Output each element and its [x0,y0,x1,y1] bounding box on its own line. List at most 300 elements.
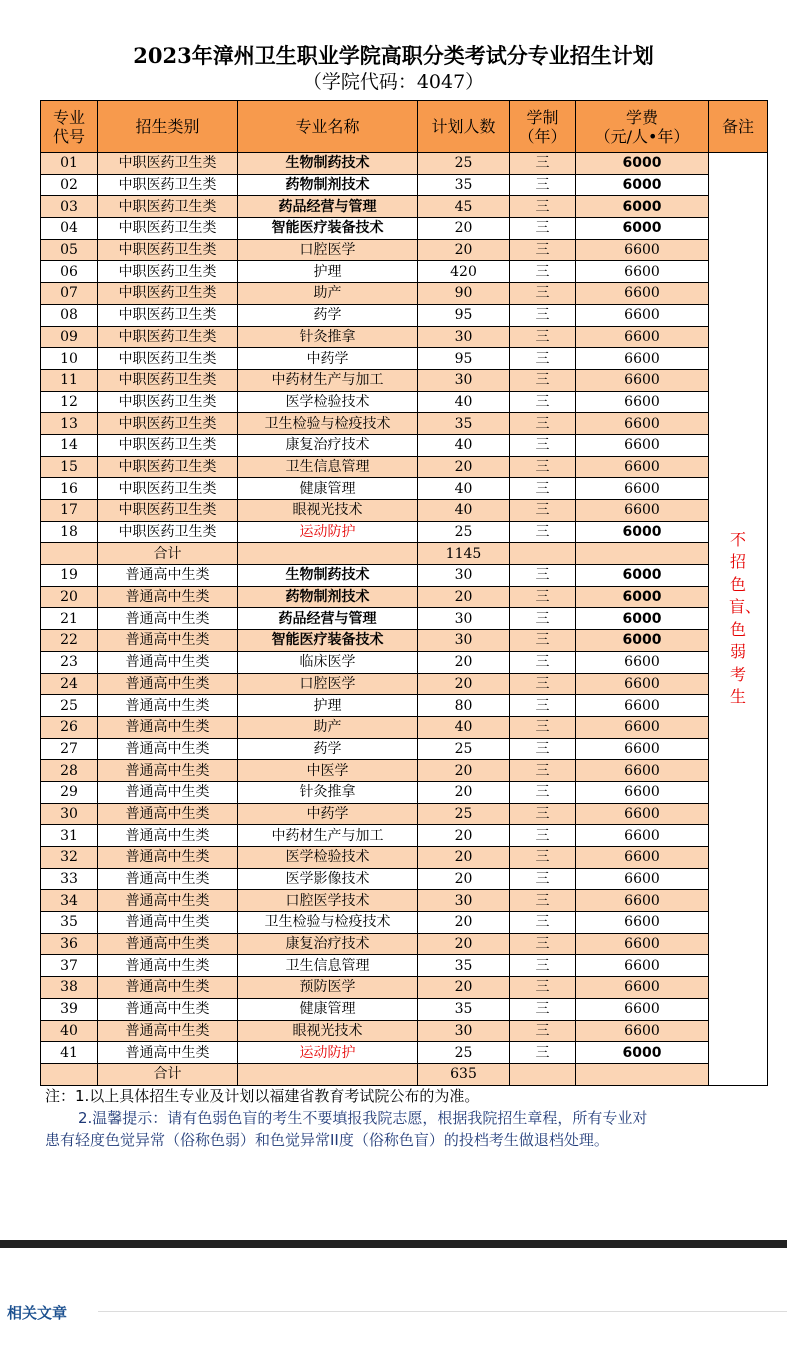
cell-major: 针灸推拿 [238,781,418,803]
cell-years [510,543,576,565]
cell-major: 卫生信息管理 [238,955,418,977]
cell-fee: 6600 [576,304,709,326]
cell-count: 20 [418,586,510,608]
note-line-1: 注：1.以上具体招生专业及计划以福建省教育考试院公布的为准。 [45,1087,480,1105]
cell-fee: 6000 [576,153,709,175]
cell-count: 20 [418,673,510,695]
cell-code: 20 [41,586,98,608]
cell-code: 39 [41,998,98,1020]
cell-years: 三 [510,955,576,977]
cell-years: 三 [510,196,576,218]
total-count: 1145 [418,543,510,565]
cell-count: 25 [418,738,510,760]
total-label: 合计 [98,1063,238,1085]
cell-category: 中职医药卫生类 [98,456,238,478]
cell-major: 医学检验技术 [238,847,418,869]
cell-fee: 6600 [576,868,709,890]
cell-fee [576,1063,709,1085]
cell-category: 中职医药卫生类 [98,326,238,348]
table-header-row [41,101,768,153]
cell-years: 三 [510,977,576,999]
cell-major: 针灸推拿 [238,326,418,348]
cell-code: 02 [41,174,98,196]
table-row [41,174,768,196]
table-row [41,586,768,608]
cell-count: 20 [418,781,510,803]
header-years: 学制 （年） [510,101,576,153]
table-row [41,651,768,673]
cell-category: 普通高中生类 [98,781,238,803]
cell-category: 普通高中生类 [98,868,238,890]
table-row [41,847,768,869]
cell-fee: 6600 [576,651,709,673]
cell-years: 三 [510,521,576,543]
cell-years: 三 [510,413,576,435]
cell-major: 中药材生产与加工 [238,825,418,847]
cell-category: 普通高中生类 [98,586,238,608]
cell-code [41,543,98,565]
cell-years: 三 [510,239,576,261]
cell-years: 三 [510,586,576,608]
cell-count: 20 [418,760,510,782]
cell-count: 20 [418,912,510,934]
cell-code: 37 [41,955,98,977]
cell-fee: 6600 [576,825,709,847]
cell-major: 卫生检验与检疫技术 [238,912,418,934]
cell-category: 中职医药卫生类 [98,239,238,261]
cell-fee: 6600 [576,261,709,283]
related-articles-title[interactable]: 相关文章 [7,1304,68,1322]
cell-code: 15 [41,456,98,478]
table-row [41,196,768,218]
cell-code: 41 [41,1042,98,1064]
cell-major: 助产 [238,716,418,738]
header-count: 计划人数 [418,101,510,153]
cell-code: 36 [41,933,98,955]
cell-years: 三 [510,760,576,782]
cell-major: 药品经营与管理 [238,196,418,218]
cell-major: 生物制药技术 [238,153,418,175]
cell-major: 预防医学 [238,977,418,999]
cell-code: 17 [41,500,98,522]
table-row [41,434,768,456]
cell-fee: 6600 [576,673,709,695]
cell-code: 11 [41,369,98,391]
cell-years: 三 [510,781,576,803]
cell-code: 14 [41,434,98,456]
cell-fee: 6600 [576,738,709,760]
cell-major: 中药学 [238,348,418,370]
cell-years: 三 [510,478,576,500]
cell-category: 普通高中生类 [98,890,238,912]
cell-major: 健康管理 [238,478,418,500]
cell-major: 临床医学 [238,651,418,673]
cell-code: 03 [41,196,98,218]
cell-fee: 6600 [576,977,709,999]
related-divider-line [98,1311,787,1312]
cell-years: 三 [510,456,576,478]
cell-years: 三 [510,153,576,175]
cell-code: 13 [41,413,98,435]
cell-count: 30 [418,608,510,630]
table-row [41,998,768,1020]
table-row [41,890,768,912]
table-row [41,326,768,348]
cell-count: 20 [418,933,510,955]
cell-category: 中职医药卫生类 [98,304,238,326]
cell-category: 中职医药卫生类 [98,283,238,305]
table-row [41,261,768,283]
table-row [41,218,768,240]
cell-fee: 6000 [576,565,709,587]
cell-fee: 6600 [576,283,709,305]
cell-major: 口腔医学技术 [238,890,418,912]
cell-count: 80 [418,695,510,717]
header-remark: 备注 [709,101,768,153]
cell-fee: 6600 [576,239,709,261]
cell-fee: 6600 [576,998,709,1020]
cell-count: 40 [418,500,510,522]
table-row [41,521,768,543]
cell-years: 三 [510,933,576,955]
cell-major: 眼视光技术 [238,500,418,522]
cell-code: 05 [41,239,98,261]
table-row [41,955,768,977]
cell-years: 三 [510,673,576,695]
cell-fee: 6000 [576,630,709,652]
cell-code: 21 [41,608,98,630]
cell-fee: 6600 [576,781,709,803]
cell-code: 40 [41,1020,98,1042]
cell-fee: 6600 [576,716,709,738]
cell-code: 23 [41,651,98,673]
cell-years: 三 [510,825,576,847]
cell-years: 三 [510,174,576,196]
cell-count: 20 [418,651,510,673]
table-row [41,391,768,413]
cell-category: 普通高中生类 [98,673,238,695]
cell-category: 中职医药卫生类 [98,174,238,196]
cell-fee: 6600 [576,369,709,391]
cell-years: 三 [510,304,576,326]
cell-major: 护理 [238,261,418,283]
cell-count: 420 [418,261,510,283]
cell-years: 三 [510,890,576,912]
cell-years: 三 [510,434,576,456]
cell-category: 普通高中生类 [98,738,238,760]
total-row [41,543,768,565]
cell-major: 中医学 [238,760,418,782]
cell-category: 中职医药卫生类 [98,369,238,391]
cell-category: 中职医药卫生类 [98,478,238,500]
cell-count: 35 [418,955,510,977]
cell-count: 35 [418,413,510,435]
cell-category: 普通高中生类 [98,825,238,847]
cell-years: 三 [510,651,576,673]
cell-category: 普通高中生类 [98,630,238,652]
table-row [41,283,768,305]
cell-fee: 6000 [576,608,709,630]
cell-count: 40 [418,478,510,500]
cell-code: 22 [41,630,98,652]
cell-major: 中药学 [238,803,418,825]
cell-fee: 6600 [576,478,709,500]
cell-fee: 6000 [576,521,709,543]
cell-fee: 6600 [576,803,709,825]
cell-fee: 6000 [576,196,709,218]
cell-fee: 6000 [576,1042,709,1064]
cell-fee: 6600 [576,760,709,782]
table-row [41,673,768,695]
cell-count: 35 [418,174,510,196]
cell-fee: 6600 [576,434,709,456]
cell-fee: 6600 [576,1020,709,1042]
cell-years [510,1063,576,1085]
cell-count: 20 [418,825,510,847]
cell-major: 医学影像技术 [238,868,418,890]
table-row [41,500,768,522]
cell-code: 35 [41,912,98,934]
table-row [41,1042,768,1064]
cell-years: 三 [510,630,576,652]
cell-fee: 6000 [576,586,709,608]
cell-category: 中职医药卫生类 [98,218,238,240]
cell-major: 护理 [238,695,418,717]
cell-code [41,1063,98,1085]
table-row [41,695,768,717]
cell-count: 25 [418,1042,510,1064]
cell-major: 口腔医学 [238,673,418,695]
footer-divider [0,1240,787,1248]
cell-count: 20 [418,456,510,478]
table-row [41,565,768,587]
cell-major: 智能医疗装备技术 [238,630,418,652]
cell-major: 药物制剂技术 [238,174,418,196]
cell-count: 20 [418,847,510,869]
cell-code: 16 [41,478,98,500]
cell-years: 三 [510,998,576,1020]
cell-years: 三 [510,847,576,869]
cell-major: 口腔医学 [238,239,418,261]
cell-fee: 6600 [576,326,709,348]
cell-category: 中职医药卫生类 [98,348,238,370]
cell-major [238,1063,418,1085]
cell-years: 三 [510,1042,576,1064]
cell-major: 康复治疗技术 [238,933,418,955]
total-row [41,1063,768,1085]
table-row [41,348,768,370]
cell-code: 24 [41,673,98,695]
cell-major: 卫生检验与检疫技术 [238,413,418,435]
cell-count: 30 [418,369,510,391]
cell-code: 27 [41,738,98,760]
total-label: 合计 [98,543,238,565]
cell-count: 20 [418,218,510,240]
cell-major: 眼视光技术 [238,1020,418,1042]
cell-count: 30 [418,326,510,348]
cell-count: 30 [418,565,510,587]
cell-category: 普通高中生类 [98,847,238,869]
cell-major: 医学检验技术 [238,391,418,413]
note-line-2: 2.温馨提示：请有色弱色盲的考生不要填报我院志愿，根据我院招生章程，所有专业对 [78,1109,648,1127]
cell-code: 31 [41,825,98,847]
cell-count: 20 [418,239,510,261]
table-row [41,868,768,890]
cell-fee: 6600 [576,847,709,869]
cell-category: 中职医药卫生类 [98,261,238,283]
cell-fee: 6600 [576,695,709,717]
cell-count: 30 [418,1020,510,1042]
cell-code: 08 [41,304,98,326]
cell-years: 三 [510,218,576,240]
table-row [41,912,768,934]
header-major: 专业名称 [238,101,418,153]
cell-code: 09 [41,326,98,348]
header-code: 专业 代号 [41,101,98,153]
table-row [41,781,768,803]
cell-code: 01 [41,153,98,175]
cell-category: 普通高中生类 [98,955,238,977]
cell-years: 三 [510,261,576,283]
cell-fee: 6000 [576,218,709,240]
cell-count: 40 [418,716,510,738]
cell-fee: 6600 [576,890,709,912]
table-row [41,803,768,825]
cell-fee: 6600 [576,955,709,977]
cell-count: 25 [418,153,510,175]
cell-major: 药学 [238,304,418,326]
cell-category: 中职医药卫生类 [98,196,238,218]
cell-major: 药品经营与管理 [238,608,418,630]
cell-category: 普通高中生类 [98,608,238,630]
table-row [41,825,768,847]
cell-count: 40 [418,434,510,456]
cell-count: 25 [418,521,510,543]
table-row [41,153,768,175]
cell-category: 普通高中生类 [98,565,238,587]
header-fee: 学费 （元/人•年） [576,101,709,153]
cell-category: 中职医药卫生类 [98,434,238,456]
cell-fee: 6600 [576,413,709,435]
cell-code: 18 [41,521,98,543]
cell-category: 普通高中生类 [98,1042,238,1064]
cell-count: 35 [418,998,510,1020]
cell-major: 生物制药技术 [238,565,418,587]
cell-years: 三 [510,608,576,630]
cell-category: 中职医药卫生类 [98,521,238,543]
cell-category: 普通高中生类 [98,716,238,738]
cell-category: 普通高中生类 [98,803,238,825]
cell-years: 三 [510,716,576,738]
cell-major: 药物制剂技术 [238,586,418,608]
table-row [41,369,768,391]
cell-major: 药学 [238,738,418,760]
cell-fee: 6600 [576,500,709,522]
cell-years: 三 [510,326,576,348]
cell-category: 中职医药卫生类 [98,391,238,413]
cell-code: 30 [41,803,98,825]
cell-years: 三 [510,391,576,413]
cell-category: 普通高中生类 [98,651,238,673]
table-row [41,413,768,435]
cell-years: 三 [510,348,576,370]
table-row [41,933,768,955]
cell-code: 10 [41,348,98,370]
cell-count: 20 [418,868,510,890]
cell-fee: 6000 [576,174,709,196]
cell-category: 普通高中生类 [98,998,238,1020]
cell-category: 普通高中生类 [98,760,238,782]
cell-years: 三 [510,738,576,760]
cell-code: 19 [41,565,98,587]
cell-code: 38 [41,977,98,999]
table-row [41,478,768,500]
cell-code: 29 [41,781,98,803]
cell-code: 33 [41,868,98,890]
cell-fee [576,543,709,565]
cell-code: 26 [41,716,98,738]
table-row [41,239,768,261]
cell-years: 三 [510,912,576,934]
table-row [41,456,768,478]
cell-major [238,543,418,565]
cell-code: 34 [41,890,98,912]
table-row [41,760,768,782]
cell-code: 25 [41,695,98,717]
cell-years: 三 [510,1020,576,1042]
cell-category: 普通高中生类 [98,695,238,717]
cell-years: 三 [510,283,576,305]
cell-remark [709,153,768,1086]
table-row [41,304,768,326]
cell-fee: 6600 [576,912,709,934]
cell-count: 90 [418,283,510,305]
total-count: 635 [418,1063,510,1085]
cell-years: 三 [510,500,576,522]
cell-code: 32 [41,847,98,869]
cell-count: 95 [418,304,510,326]
page-subtitle: （学院代码：4047） [302,71,485,93]
cell-code: 04 [41,218,98,240]
cell-count: 30 [418,630,510,652]
table-row [41,716,768,738]
cell-major: 助产 [238,283,418,305]
cell-years: 三 [510,565,576,587]
cell-major: 康复治疗技术 [238,434,418,456]
table-row [41,630,768,652]
cell-category: 普通高中生类 [98,977,238,999]
table-row [41,1020,768,1042]
cell-fee: 6600 [576,456,709,478]
cell-code: 12 [41,391,98,413]
page-title: 2023年漳州卫生职业学院高职分类考试分专业招生计划 [133,43,654,68]
table-row [41,738,768,760]
cell-count: 30 [418,890,510,912]
cell-category: 中职医药卫生类 [98,500,238,522]
enrollment-plan-table [40,100,768,1086]
cell-major: 中药材生产与加工 [238,369,418,391]
cell-major: 健康管理 [238,998,418,1020]
cell-fee: 6600 [576,348,709,370]
cell-fee: 6600 [576,933,709,955]
cell-category: 普通高中生类 [98,933,238,955]
cell-years: 三 [510,803,576,825]
cell-count: 45 [418,196,510,218]
cell-years: 三 [510,868,576,890]
cell-major: 卫生信息管理 [238,456,418,478]
cell-code: 07 [41,283,98,305]
cell-category: 普通高中生类 [98,912,238,934]
